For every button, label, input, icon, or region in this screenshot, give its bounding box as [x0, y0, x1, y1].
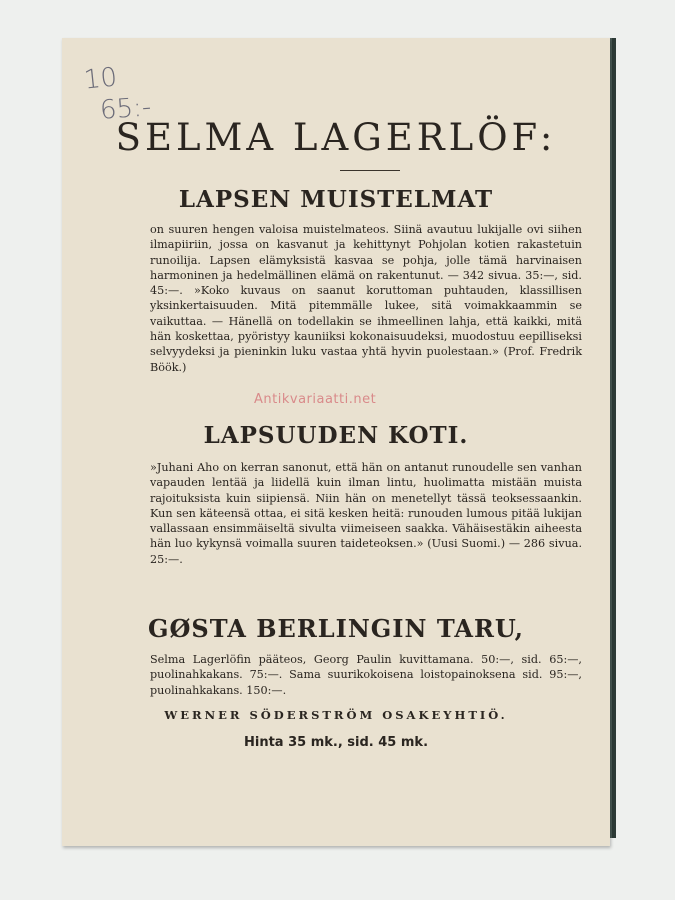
watermark-text: Antikvariaatti.net — [254, 392, 377, 407]
book-title-1: LAPSEN MUISTELMAT — [178, 186, 494, 213]
back-cover — [62, 38, 610, 846]
book-description-1: on suuren hengen valoisa muistelmateos. Siinä avautuu lukijalle ovi siihen ilmapiiriin, jossa on kasvanut ja kehittynyt Pohjolan kotien rakastetuin runoilija. Lapsen elämyksistä kasvaa se pohja, jolle tämä harvinaisen harmoninen ja hedelmällinen elämä on rakentunut. — 342 sivua. 35:—, sid. 45:—. »Koko kuvaus on saanut koruttoman puhtauden, klassillisen yksinkertaisuuden. Mitä pitemmälle lukee, sitä voimakkaammin se vaikuttaa. — Hänellä on todellakin se ihmeellinen lahja, että kaikki, mitä hän koskettaa, pyöristyy kauniiksi kokonaisuudeksi, muodostuu eepilliseksi selvyydeksi ja pieninkin luku vastaa yhtä hyvin puolestaan.» (Prof. Fredrik Böök.) — [150, 223, 582, 374]
price-line: Hinta 35 mk., sid. 45 mk. — [243, 735, 429, 750]
book-description-3: Selma Lagerlöfin pääteos, Georg Paulin kuvittamana. 50:—, sid. 65:—, puolinahkakans. 75:—. Sama suurikokoisena loistopainoksena sid. 95:—, puolinahkakans. 150:—. — [150, 653, 582, 697]
handwritten-price: 65:- — [99, 92, 153, 126]
author-heading: SELMA LAGERLÖF: — [115, 116, 557, 159]
book-title-2: LAPSUUDEN KOTI. — [203, 422, 469, 449]
divider-rule — [340, 170, 400, 171]
book-description-2: »Juhani Aho on kerran sanonut, että hän on antanut runoudelle sen vanhan vapauden lentää ja liidellä kuin ilman lintu, huolimatta mistään muista rajoituksista kuin siipiensä. Niin hän on menetellyt tässä teoksessaankin. Kun sen käteensä ottaa, ei sitä kesken heitä: runouden lumous pitää lukijan vallassaan ensimmäiseltä sivulta viimeiseen saakka. Vähäisestäkin aiheesta hän luo kykynsä voimalla suuren taideteoksen.» (Uusi Suomi.) — 286 sivua. 25:—. — [150, 461, 582, 566]
publisher-name: WERNER SÖDERSTRÖM OSAKEYHTIÖ. — [164, 708, 508, 722]
book-title-3: GØSTA BERLINGIN TARU, — [147, 614, 525, 643]
handwritten-note-1: 10 — [82, 62, 119, 96]
